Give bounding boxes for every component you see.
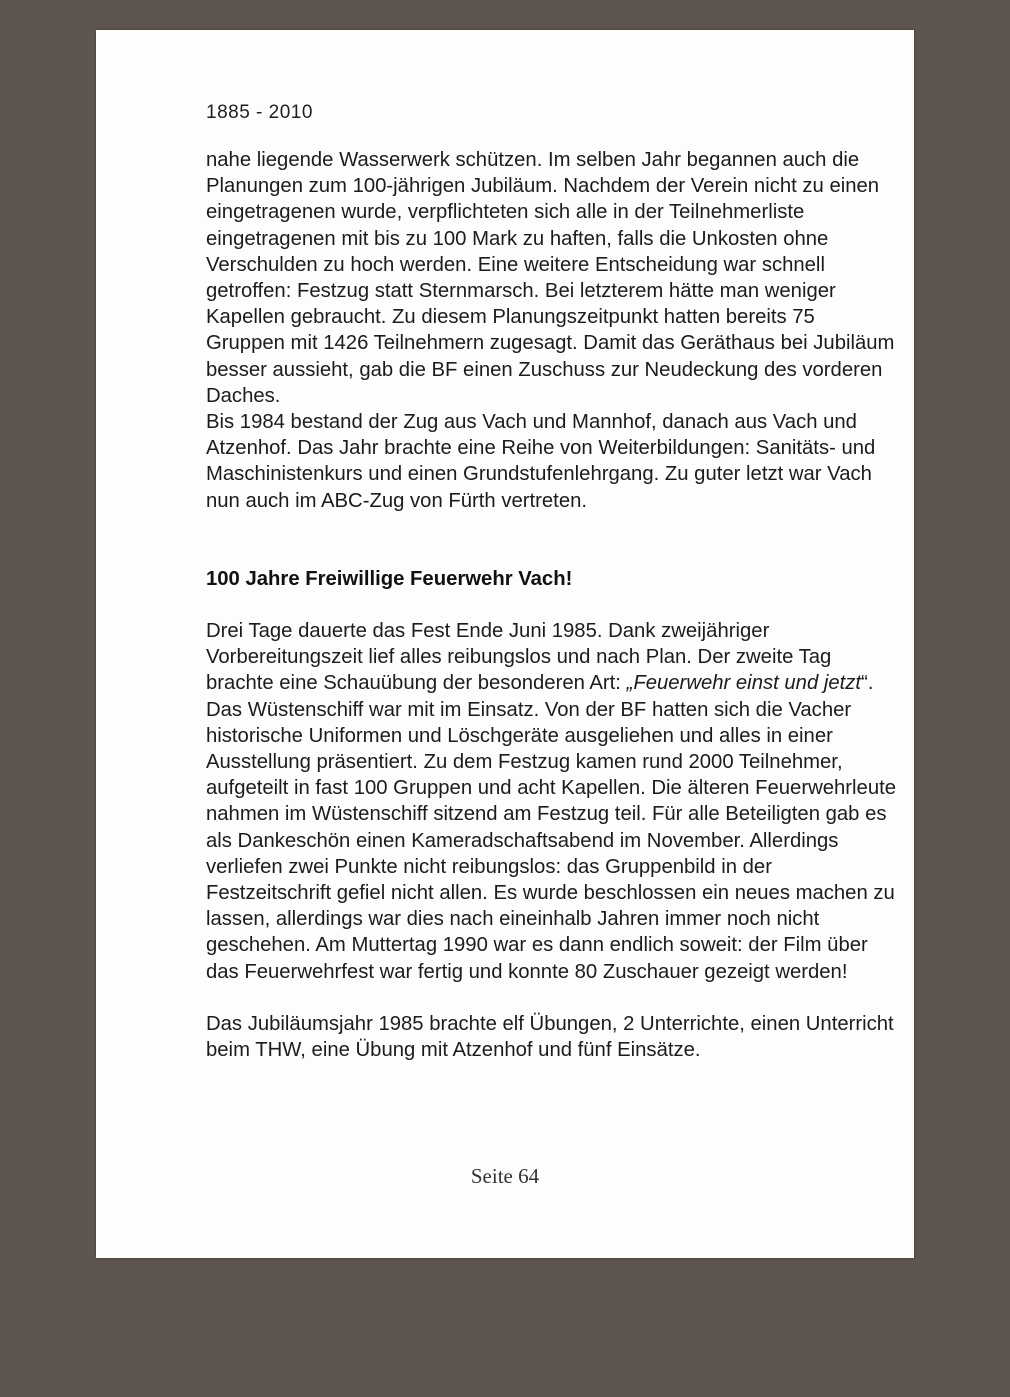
body-paragraph-2: Bis 1984 bestand der Zug aus Vach und Mannhof, danach aus Vach und Atzenhof. Das Jahr brachte eine Reihe von Weiterbildungen: Sanitäts- und Maschinistenkurs und einen Grundstufenlehrgang. Zu guter letzt war Vach nun auch im ABC-Zug von Fürth vertreten. — [206, 411, 876, 512]
paragraph-3-text-end: “. Das Wüstenschiff war mit im Einsatz. Von der BF hatten sich die Vacher historische Uniformen und Löschgeräte ausgeliehen und alles in einer Ausstellung präsentiert. Zu dem Festzug kamen rund 2000 Teilnehmer, aufgeteilt in fast 100 Gruppen und acht Kapellen. Die älteren Feuerwehrleute nahmen im Wüstenschiff sitzend am Festzug teil. Für alle Beteiligten gab es als Dankeschön einen Kameradschaftsabend im November. Allerdings verliefen zwei Punkte nicht reibungslos: das Gruppenbild in der Festzeitschrift gefiel nicht allen. Es wurde beschlossen ein neues machen zu lassen, allerdings war dies nach eineinhalb Jahren immer noch nicht geschehen. Am Muttertag 1990 war es dann endlich soweit: der Film über das Feuerwehrfest war fertig und konnte 80 Zuschauer gezeigt werden! — [206, 672, 897, 983]
body-paragraph-4: Das Jubiläumsjahr 1985 brachte elf Übungen, 2 Unterrichte, einen Unterricht beim THW, eine Übung mit Atzenhof und fünf Einsätze. — [206, 1012, 894, 1062]
section-heading: 100 Jahre Freiwillige Feuerwehr Vach! — [206, 567, 573, 590]
page-body — [206, 147, 896, 1063]
paragraph-3-quoted-title: „Feuerwehr einst und jetzt — [626, 672, 862, 695]
page-number: Seite 64 — [470, 1164, 540, 1188]
paragraph-spacer — [206, 592, 896, 618]
running-header: 1885 - 2010 — [206, 102, 313, 123]
paragraph-3-text-start: Drei Tage dauerte das Fest Ende Juni 1985. Dank zweijähriger Vorbereitungszeit lief alles reibungslos und nach Plan. Der zweite Tag brachte eine Schauübung der besonderen Art: — [206, 620, 832, 695]
paragraph-spacer — [206, 514, 896, 540]
body-paragraph-1: nahe liegende Wasserwerk schützen. Im selben Jahr begannen auch die Planungen zum 100-jährigen Jubiläum. Nachdem der Verein nicht zu einen eingetragenen wurde, verpflichteten sich alle in der Teilnehmerliste eingetragenen mit bis zu 100 Mark zu haften, falls die Unkosten ohne Verschulden zu hoch werden. Eine weitere Entscheidung war schnell getroffen: Festzug statt Sternmarsch. Bei letzterem hätte man weniger Kapellen gebraucht. Zu diesem Planungszeitpunkt hatten bereits 75 Gruppen mit 1426 Teilnehmern zugesagt. Damit das Geräthaus bei Jubiläum besser aussieht, gab die BF einen Zuschuss zur Neudeckung des vorderen Daches. — [206, 149, 895, 407]
document-page — [96, 30, 914, 1258]
paragraph-spacer — [206, 540, 896, 566]
paragraph-spacer — [206, 985, 896, 1011]
body-paragraph-3 — [206, 618, 896, 985]
